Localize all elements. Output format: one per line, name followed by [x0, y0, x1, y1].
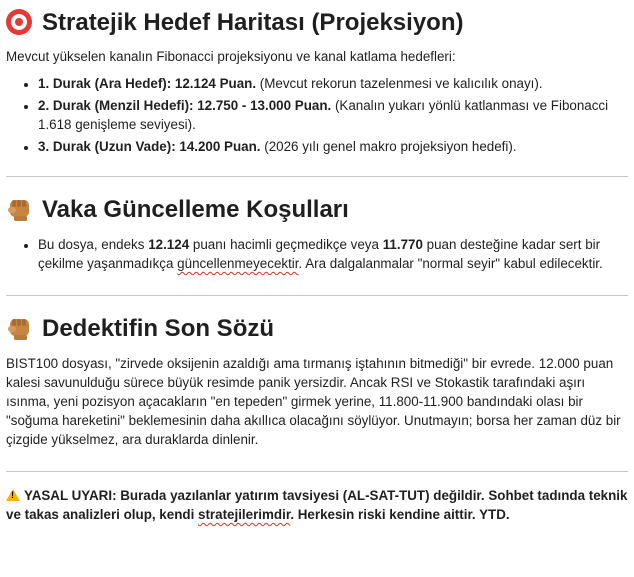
- final-word-paragraph: BIST100 dosyası, "zirvede oksijenin azaldığı ama tırmanış iştahının bitmediği" bir evrede. 12.000 puan kalesi savunulduğu sürece büyük resimde panik yersizdir. Ancak RSI ve Stokastik tarafındaki aşırı ısınma, yeni pozisyon açacakların "en tepeden" girmek yerine, 11.800-11.900 bandındaki olası bir "soğuma hareketini" beklemesinin daha akıllıca olacağını söylüyor. Unutmayın; borsa her zaman düz bir çizgide yükselmez, ara duraklarda dinlenir.: [6, 356, 621, 447]
- list-item: [38, 137, 628, 156]
- intro-text: Mevcut yükselen kanalın Fibonacci projeksiyonu ve kanal katlama hedefleri:: [6, 49, 456, 64]
- section-final-word: [0, 310, 634, 449]
- raised-fist-icon: [6, 316, 34, 340]
- section-title-strategic-map: [6, 0, 628, 40]
- target-icon: [6, 9, 32, 35]
- conditions-list: [6, 235, 628, 273]
- list-item-bold: 1. Durak (Ara Hedef): 12.124 Puan.: [38, 76, 257, 91]
- text-run: Bu dosya, endeks: [38, 237, 149, 252]
- divider: [6, 471, 628, 472]
- list-item-text: (Mevcut rekorun tazelenmesi ve kalıcılık onayı).: [256, 76, 543, 91]
- document: [0, 0, 634, 156]
- section-title-text: Stratejik Hedef Haritası (Projeksiyon): [42, 8, 464, 36]
- bold-value: 12.124: [148, 237, 190, 252]
- spellcheck-word[interactable]: stratejilerimdir: [198, 507, 291, 522]
- raised-fist-icon: [6, 197, 34, 221]
- divider: [6, 295, 628, 296]
- section-title-final-word: [6, 310, 628, 346]
- spellcheck-word[interactable]: güncellenmeyecektir: [177, 256, 299, 271]
- text-run: puanı hacimli geçmedikçe veya: [189, 237, 383, 252]
- disclaimer-text: [6, 486, 628, 524]
- list-item: [38, 235, 628, 273]
- text-run: . Ara dalgalanmalar "normal seyir" kabul edilecektir.: [298, 256, 603, 271]
- target-list: [6, 74, 628, 156]
- text-run: YASAL UYARI: Burada yazılanlar yatırım tavsiyesi (AL-SAT-TUT) değildir. Sohbet tadında teknik ve takas analizleri olup, kendi: [6, 488, 628, 522]
- text-run: puan desteğine kadar sert bir çekilme yaşanmadıkça: [38, 237, 601, 271]
- warning-icon: [6, 489, 20, 501]
- section-title-text: Dedektifin Son Sözü: [42, 314, 275, 342]
- divider: [6, 176, 628, 177]
- text-run: . Herkesin riski kendine aittir. YTD.: [290, 507, 510, 522]
- list-item-text: (Kanalın yukarı yönlü katlanması ve Fibonacci 1.618 genişleme seviyesi).: [38, 98, 609, 132]
- section-title-update-conditions: [6, 191, 628, 227]
- list-item: [38, 74, 628, 93]
- disclaimer: [0, 486, 634, 524]
- list-item-bold: 3. Durak (Uzun Vade): 14.200 Puan.: [38, 139, 261, 154]
- section-update-conditions: [0, 191, 634, 273]
- list-item-text: (2026 yılı genel makro projeksiyon hedefi).: [260, 139, 517, 154]
- bold-value: 11.770: [382, 237, 423, 252]
- section-title-text: Vaka Güncelleme Koşulları: [42, 195, 349, 223]
- list-item-bold: 2. Durak (Menzil Hedefi): 12.750 - 13.000 Puan.: [38, 98, 332, 113]
- list-item: [38, 96, 628, 134]
